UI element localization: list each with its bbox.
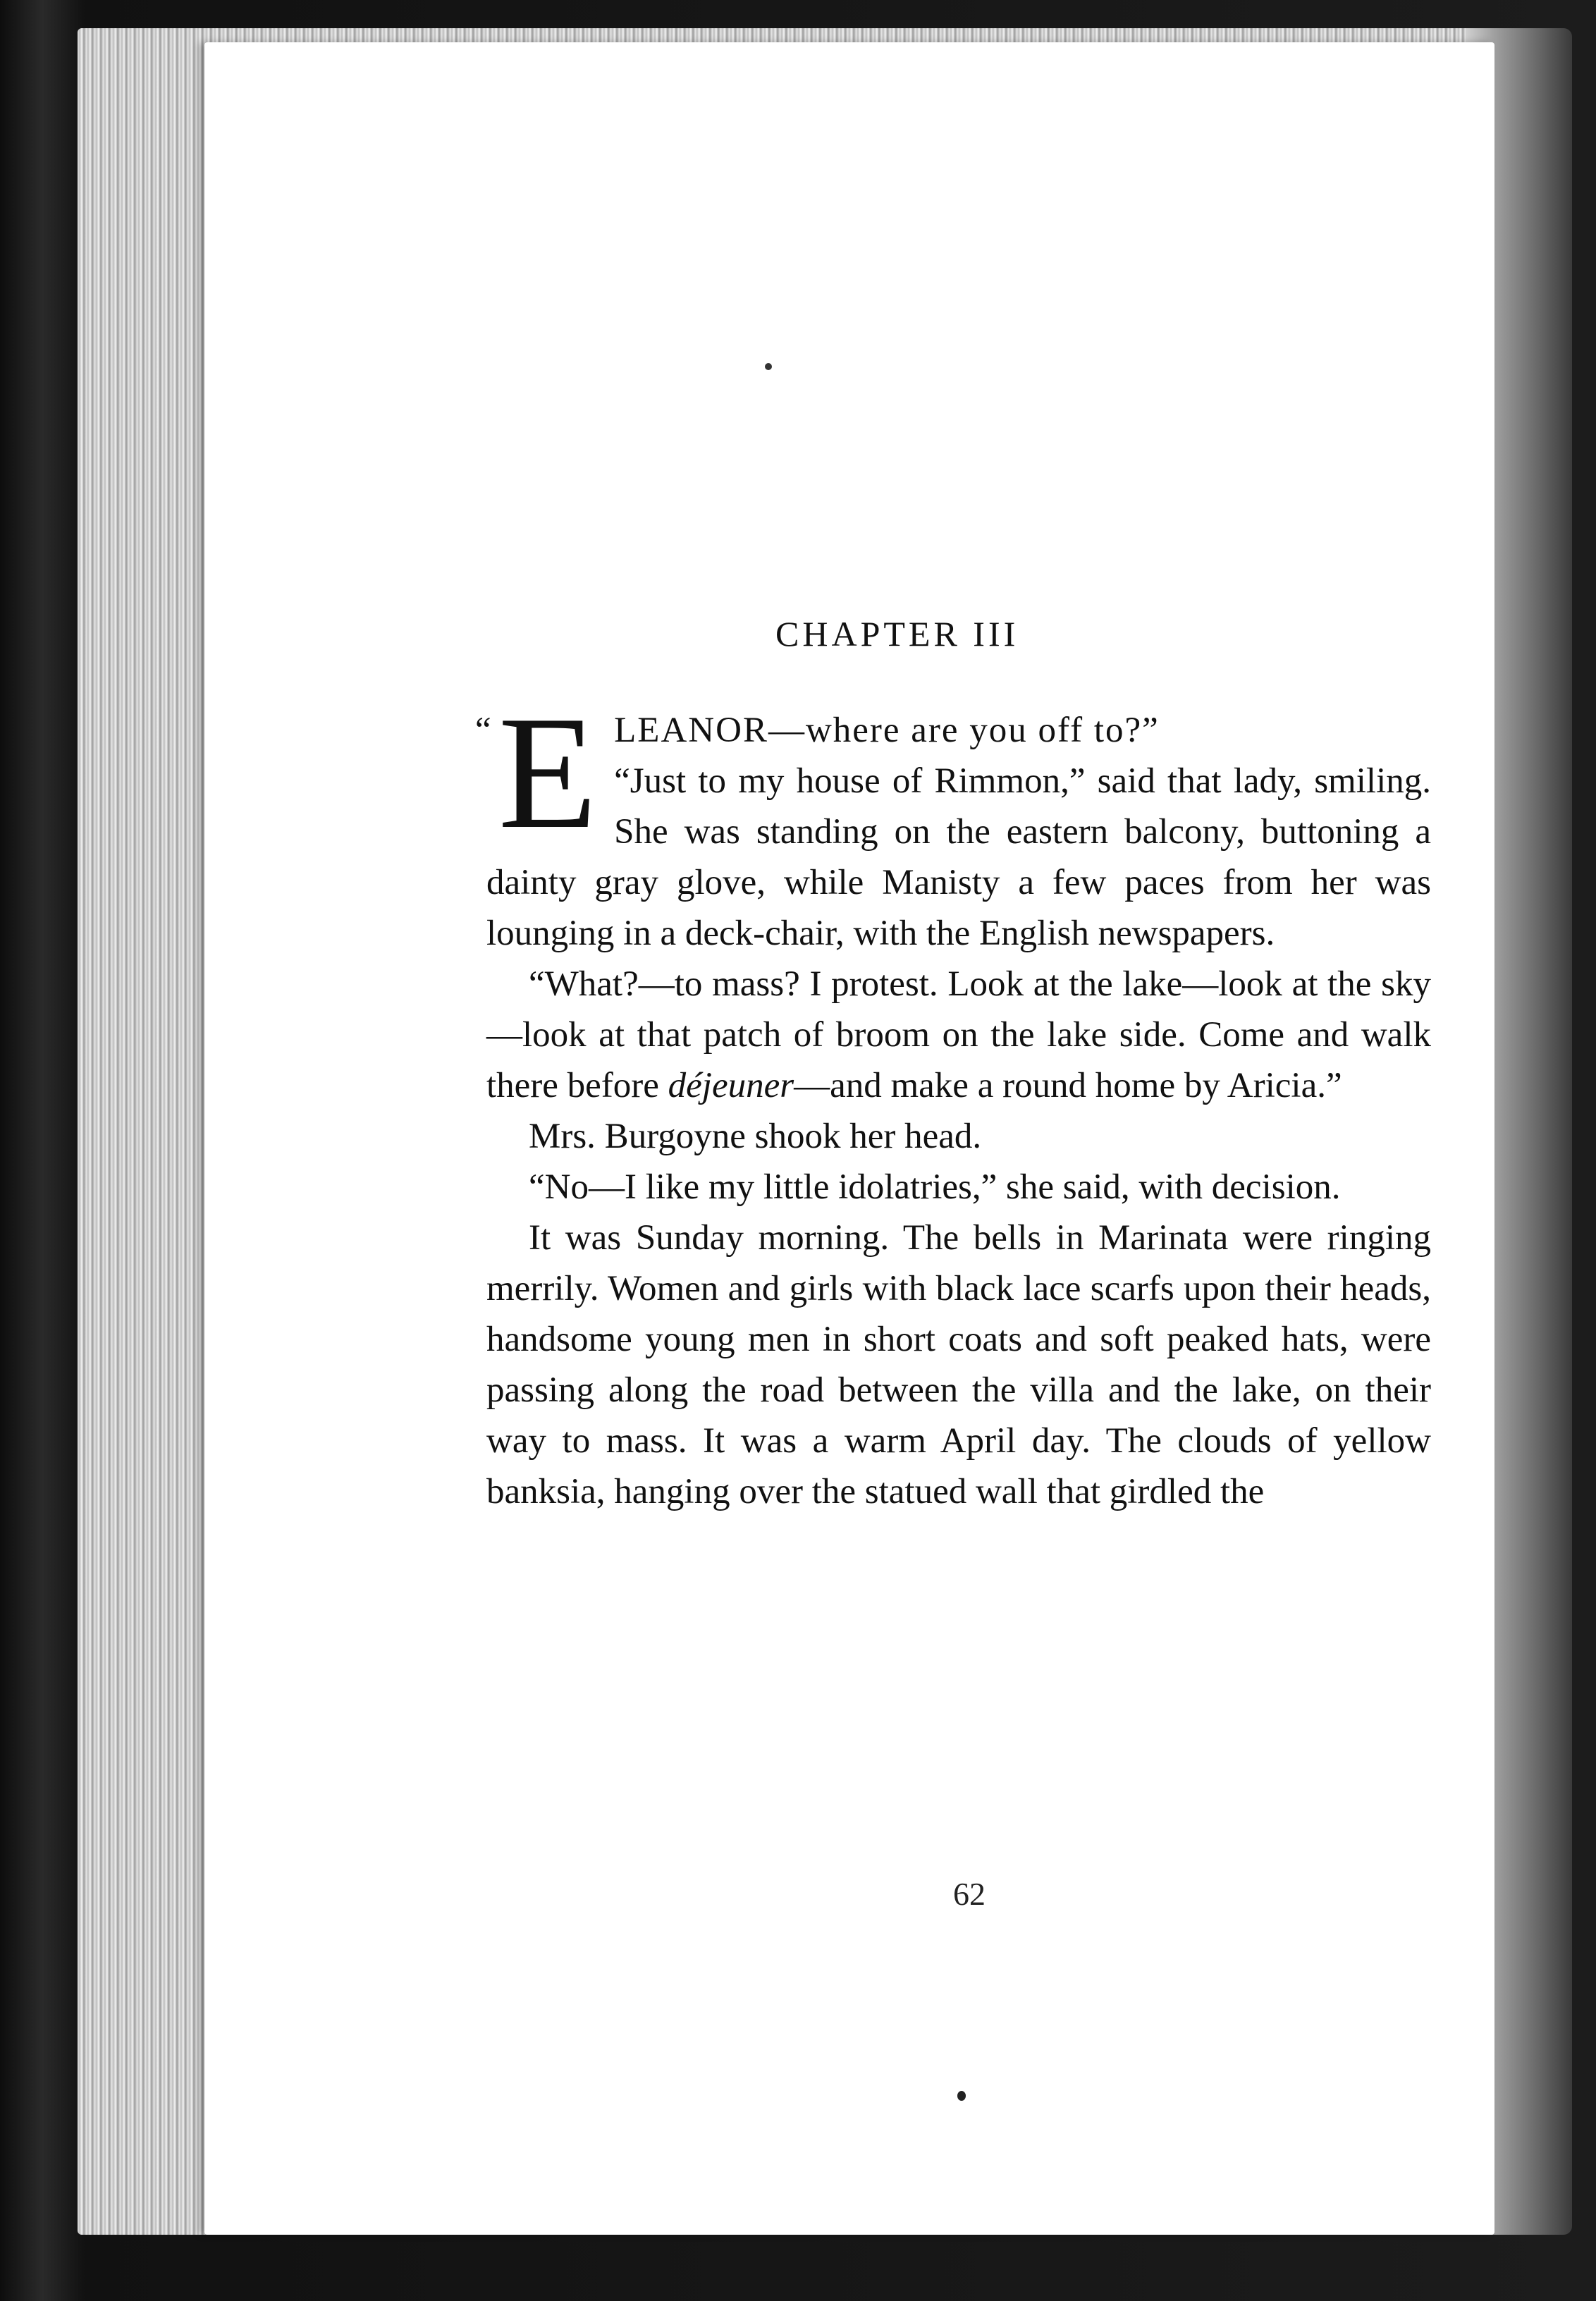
page-body-text [475,682,1431,1517]
paragraph-what-before: “What?—to mass? I protest. Look at the lake—look at the sky—look at that patch of broom on the lake side. Come and walk there before [486,964,1431,1105]
paragraph-sunday: It was Sunday morning. The bells in Marinata were ringing merrily. Women and girls with black lace scarfs upon their heads, handsome young men in short coats and soft peaked hats, were passing along the road between the villa and the lake, on their way to mass. It was a warm April day. The clouds of yellow banksia, hanging over the statued wall that girdled the [486,1218,1431,1511]
page-number: 62 [953,1876,986,1912]
drop-cap-letter: E [498,682,598,862]
paragraph-burgoyne: Mrs. Burgoyne shook her head. [529,1117,982,1156]
paragraph-idolatries: “No—I like my little idolatries,” she said, with decision. [529,1167,1341,1207]
opening-paragraph [475,682,1431,959]
paragraph-what [486,959,1431,1111]
opening-rest: “Just to my house of Rimmon,” said that lady, smiling. She was standing on the eastern balcony, buttoning a dainty gray glove, while Manisty a few paces from her was lounging in a deck-chair, with the English newspapers. [486,761,1431,953]
opening-quote-mark: “ [475,711,491,750]
ink-speck [765,363,772,370]
chapter-heading: CHAPTER III [775,614,1019,654]
paragraph-what-after: —and make a round home by Aricia.” [794,1066,1342,1105]
ink-dot-bottom [957,2091,966,2101]
paragraph-what-italic: déjeuner [668,1066,794,1105]
opening-first-line: LEANOR—where are you off to?” [614,711,1160,750]
